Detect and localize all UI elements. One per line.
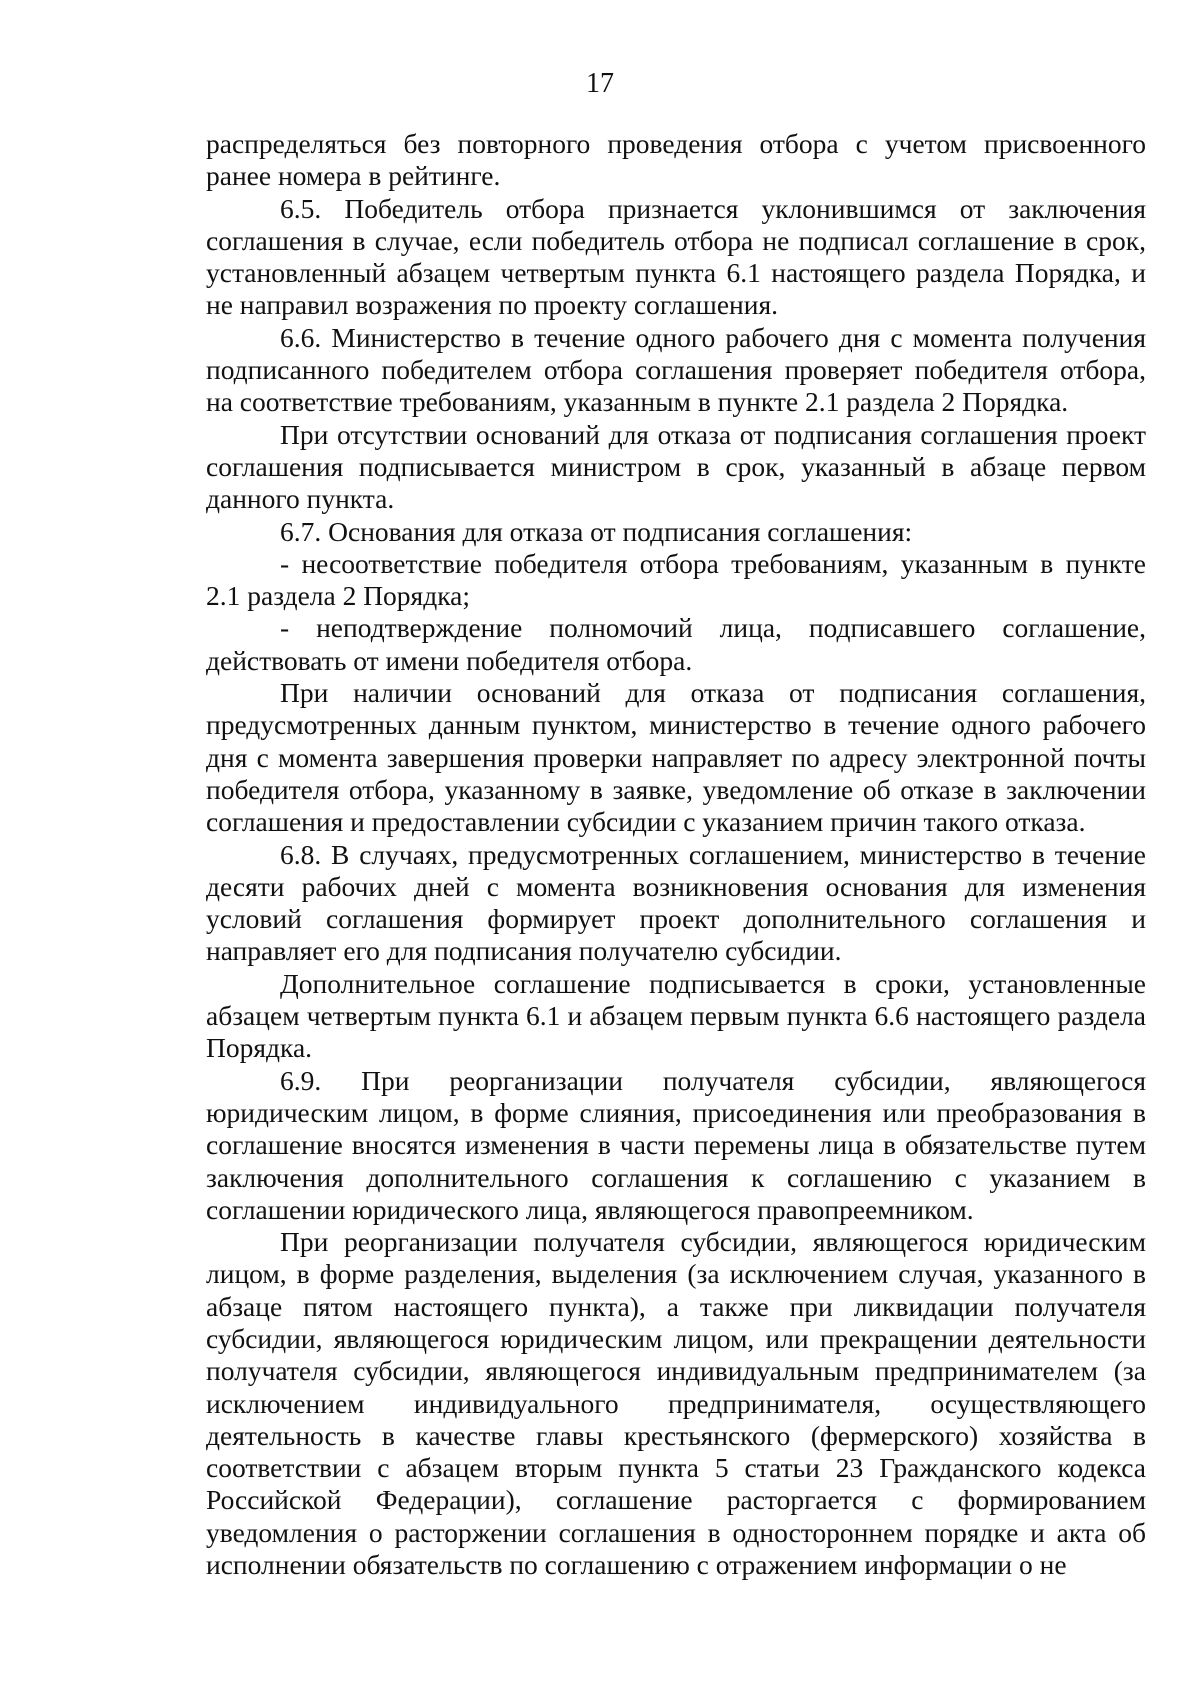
page-number: 17: [586, 68, 614, 99]
paragraph: 6.8. В случаях, предусмотренных соглашением, министерство в течение десяти рабочих дней с момента возникновения основания для изменения условий соглашения формирует проект дополнительного соглашения и направляет его для подписания получателю субсидии.: [206, 838, 1146, 967]
paragraph: распределяться без повторного проведения отбора с учетом присвоенного ранее номера в рейтинге.: [206, 128, 1146, 192]
document-body: [206, 128, 1146, 1581]
paragraph: 6.7. Основания для отказа от подписания соглашения:: [280, 515, 913, 547]
paragraph: - несоответствие победителя отбора требованиям, указанным в пункте 2.1 раздела 2 Порядка;: [206, 547, 1146, 612]
paragraph: 6.9. При реорганизации получателя субсидии, являющегося юридическим лицом, в форме слияния, присоединения или преобразования в соглашение вносятся изменения в части перемены лица в обязательстве путем заключения дополнительного соглашения к соглашению с указанием в соглашении юридического лица, являющегося правопреемником.: [206, 1064, 1146, 1225]
paragraph: При отсутствии оснований для отказа от подписания соглашения проект соглашения подписывается министром в срок, указанный в абзаце первом данного пункта.: [206, 418, 1146, 515]
paragraph: - неподтверждение полномочий лица, подписавшего соглашение, действовать от имени победителя отбора.: [206, 612, 1146, 676]
paragraph: Дополнительное соглашение подписывается в сроки, установленные абзацем четвертым пункта 6.1 и абзацем первым пункта 6.6 настоящего раздела Порядка.: [206, 967, 1146, 1064]
paragraph: 6.5. Победитель отбора признается уклонившимся от заключения соглашения в случае, если победитель отбора не подписал соглашение в срок, установленный абзацем четвертым пункта 6.1 настоящего раздела Порядка, и не направил возражения по проекту соглашения.: [206, 192, 1146, 321]
paragraph: 6.6. Министерство в течение одного рабочего дня с момента получения подписанного победителем отбора соглашения проверяет победителя отбора, на соответствие требованиям, указанным в пункте 2.1 раздела 2 Порядка.: [206, 321, 1146, 418]
paragraph: При наличии оснований для отказа от подписания соглашения, предусмотренных данным пунктом, министерство в течение одного рабочего дня с момента завершения проверки направляет по адресу электронной почты победителя отбора, указанному в заявке, уведомление об отказе в заключении соглашения и предоставлении субсидии с указанием причин такого отказа.: [206, 677, 1146, 838]
paragraph: При реорганизации получателя субсидии, являющегося юридическим лицом, в форме разделения, выделения (за исключением случая, указанного в абзаце пятом настоящего пункта), а также при ликвидации получателя субсидии, являющегося юридическим лицом, или прекращении деятельности получателя субсидии, являющегося индивидуальным предпринимателем (за исключением индивидуального предпринимателя, осуществляющего деятельность в качестве главы крестьянского (фермерского) хозяйства в соответствии с абзацем вторым пункта 5 статьи 23 Гражданского кодекса Российской Федерации), соглашение расторгается с формированием уведомления о расторжении соглашения в одностороннем порядке и акта об исполнении обязательств по соглашению с отражением информации о не: [206, 1226, 1146, 1581]
